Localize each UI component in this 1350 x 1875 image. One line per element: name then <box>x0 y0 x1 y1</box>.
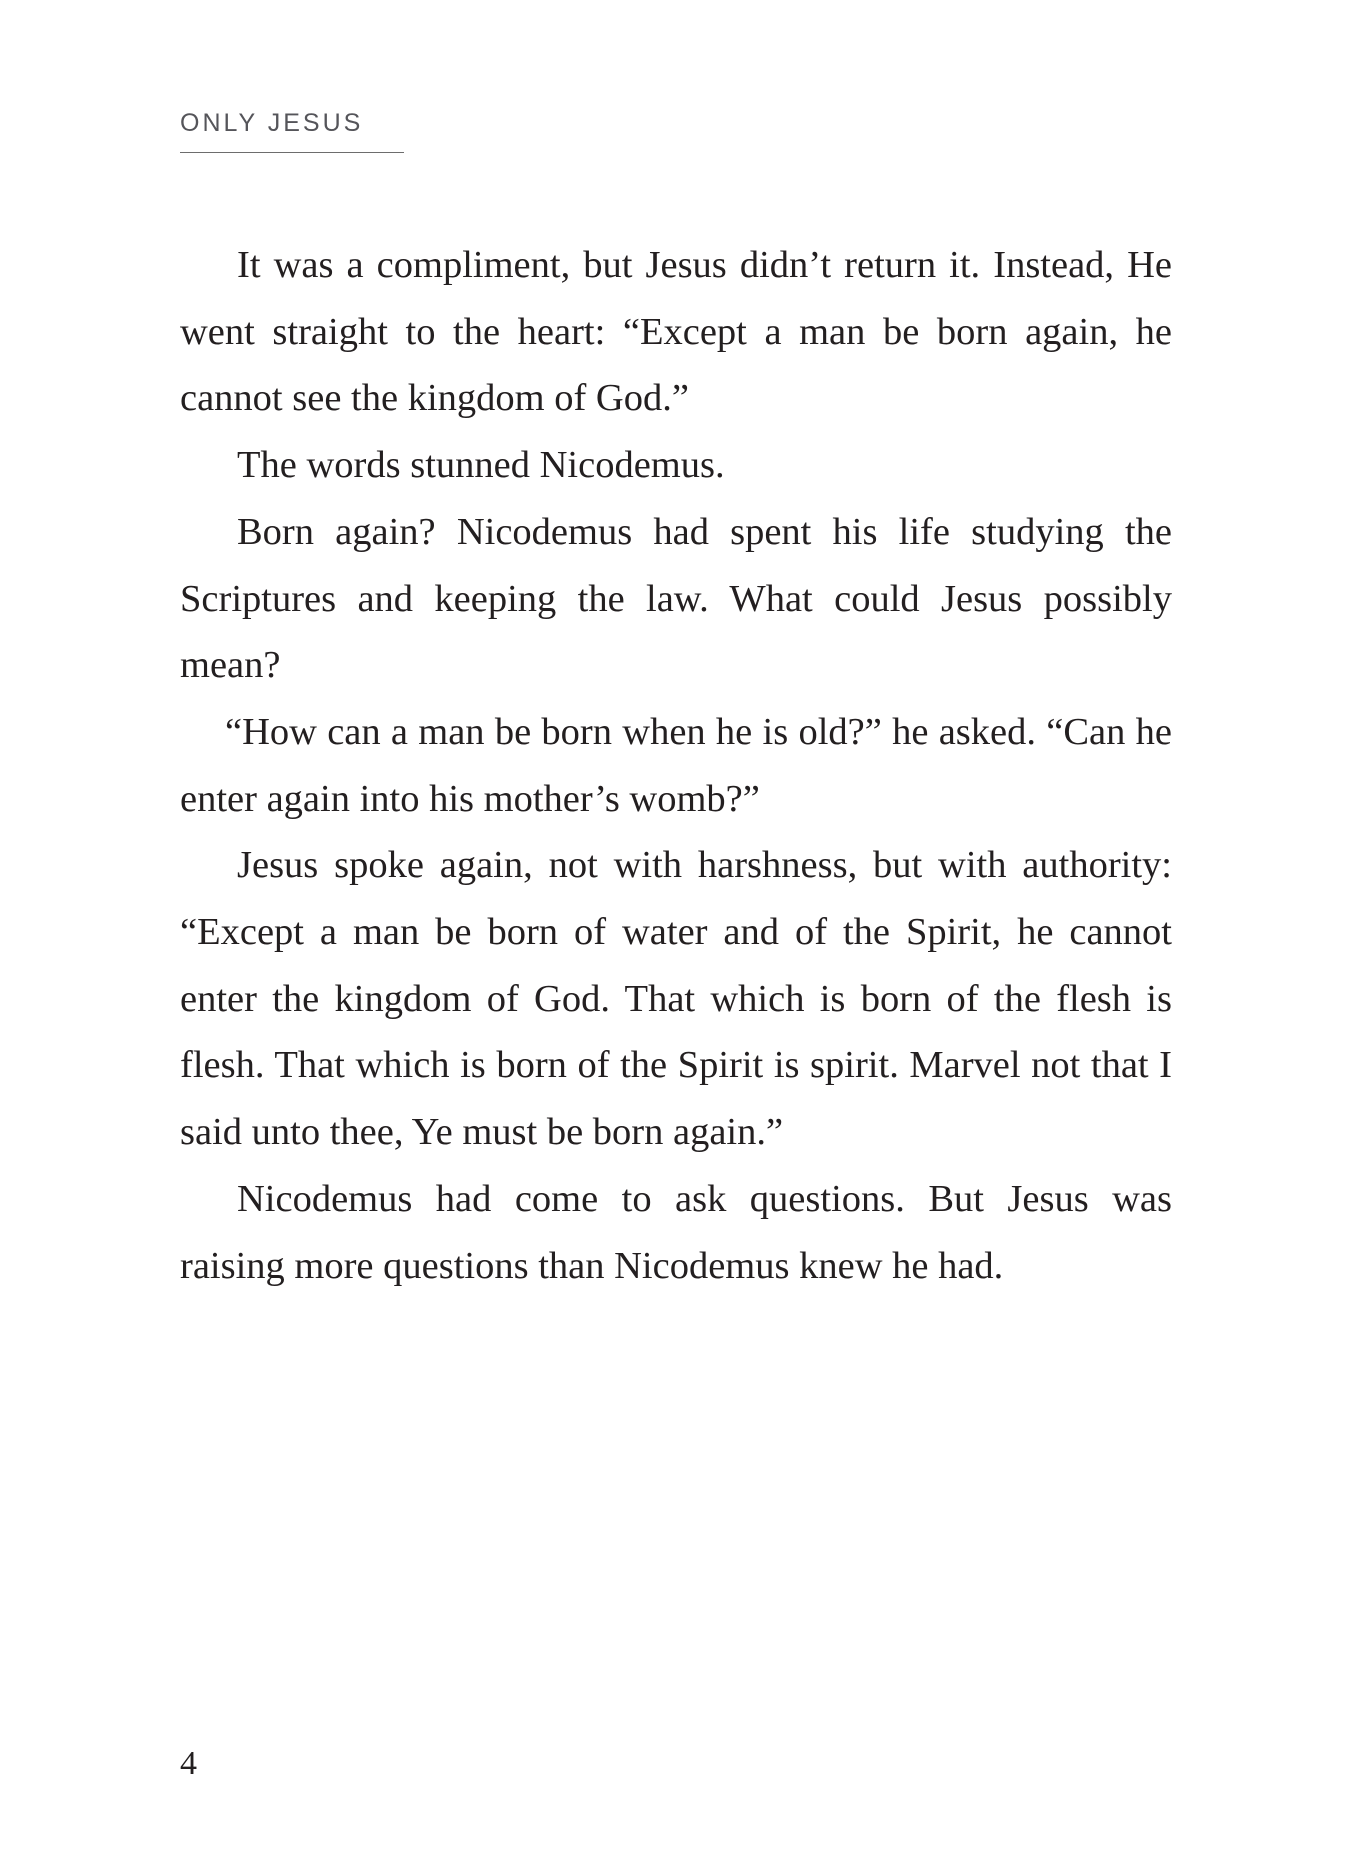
body-text <box>180 232 1172 1299</box>
running-header <box>180 108 404 153</box>
running-title: ONLY JESUS <box>180 109 364 137</box>
paragraph-compliment: It was a compliment, but Jesus didn’t return it. Instead, He went straight to the heart: “Except a man be born again, he cannot see the kingdom of God.” <box>180 244 1172 420</box>
paragraph-nicodemus-questions: Nicodemus had come to ask questions. But Jesus was raising more questions than Nicodemus knew he had. <box>180 1177 1172 1287</box>
paragraph-jesus-spoke: Jesus spoke again, not with harshness, but with authority: “Except a man be born of water and of the Spirit, he cannot enter the kingdom of God. That which is born of the flesh is flesh. That which is born of the Spirit is spirit. Marvel not that I said unto thee, Ye must be born again.” <box>180 844 1172 1154</box>
paragraph-born-again: Born again? Nicodemus had spent his life studying the Scriptures and keeping the law. What could Jesus possibly mean? <box>180 510 1172 687</box>
header-rule <box>180 152 404 153</box>
paragraph-words-stunned: The words stunned Nicodemus. <box>237 444 725 487</box>
page-number: 4 <box>180 1745 197 1782</box>
paragraph-how-can-a-man: “How can a man be born when he is old?” he asked. “Can he enter again into his mother’s womb?” <box>180 710 1172 820</box>
